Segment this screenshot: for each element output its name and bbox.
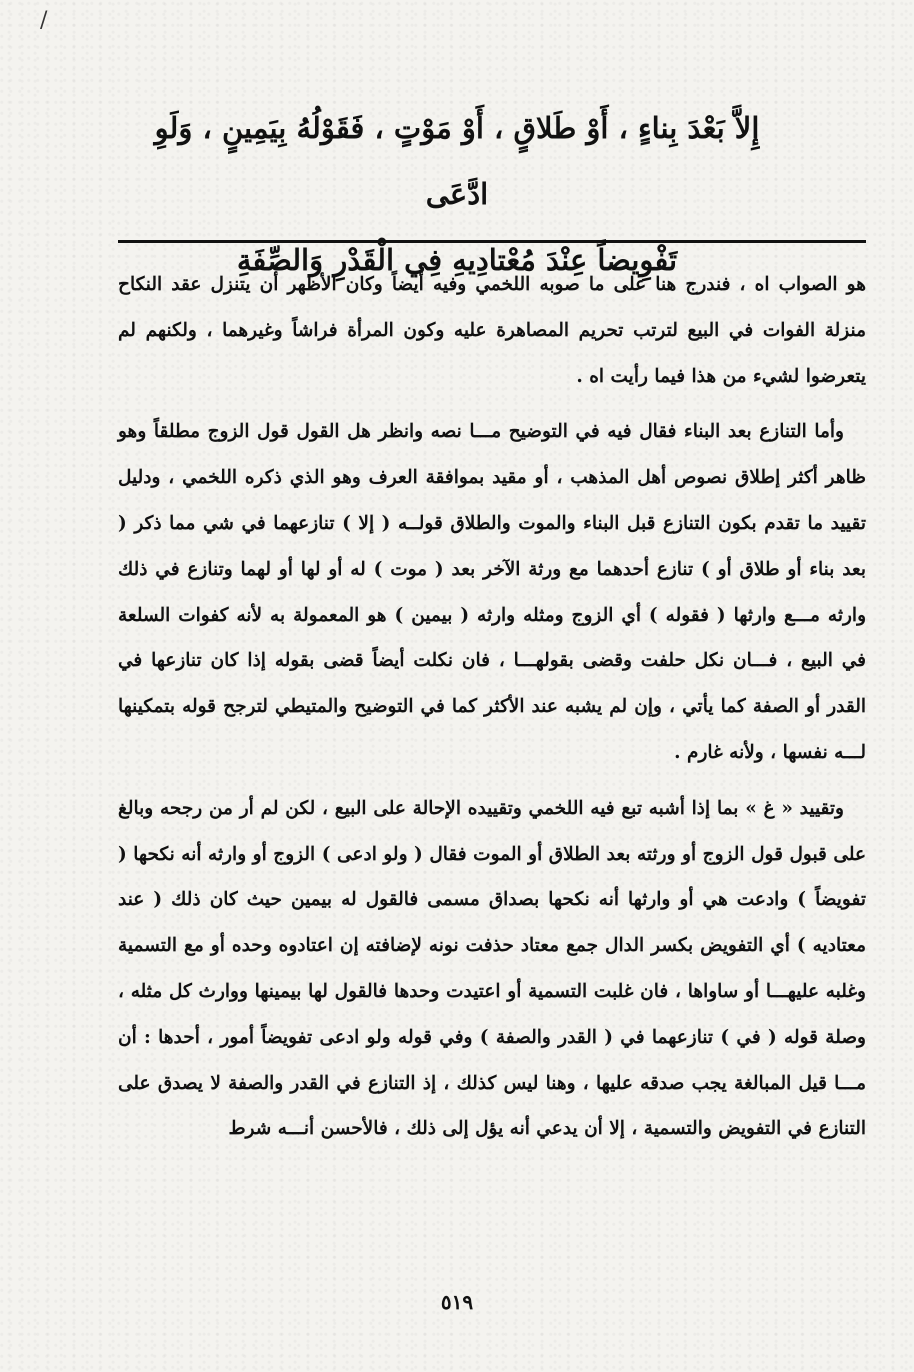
verse-line-2: تَفْوِيضاً عِنْدَ مُعْتادِيهِ فِي الْقَدْرِ وَالصِّفَةِ bbox=[236, 243, 678, 277]
margin-mark: / bbox=[40, 8, 48, 33]
paragraph-1: هو الصواب اه ، فندرج هنا على ما صوبه اللخمي وفيه أيضاً وكان الأظهر أن يتنزل عقد النكاح منزلة الفوات في البيع لترتب تحريم المصاهرة عليه وكون المرأة فراشاً وغيرهما ، ولكنهم لم يتعرضوا لشيء من هذا فيما رأيت اه . bbox=[118, 274, 866, 387]
paragraph-2: وأما التنازع بعد البناء فقال فيه في التوضيح مـــا نصه وانظر هل القول قول الزوج مطلقاً وهو ظاهر أكثر إطلاق نصوص أهل المذهب ، أو مقيد بموافقة العرف وهو الذي ذكره اللخمي ، ودليل تقييد ما تقدم بكون التنازع قبل البناء والموت والطلاق قولــه ( إلا ) تنازعهما في شي مما ذكر ( بعد بناء أو طلاق أو ) تنازع أحدهما مع ورثة الآخر بعد ( موت ) له أو لها أو لهما وتنازع في ذلك وارثه مـــع وارثها ( فقوله ) أي الزوج ومثله وارثه ( بيمين ) هو المعمولة به لأنه كفوات السلعة في البيع ، فـــان نكل حلفت وقضى بقولهـــا ، فان نكلت أيضاً قضى بقوله إذا كان تنازعها في القدر أو الصفة كما يأتي ، وإن لم يشبه عند الأكثر كما في التوضيح والمتيطي لترجح قوله بتمكينها لـــه نفسها ، ولأنه غارم . bbox=[118, 421, 866, 763]
paragraph-3: وتقييد « غ » بما إذا أشبه تبع فيه اللخمي وتقييده الإحالة على البيع ، لكن لم أر من رجحه وبالغ على قبول قول الزوج أو ورثته بعد الطلاق أو الموت فقال ( ولو ادعى ) الزوج أو وارثه أنه نكحها ( تفويضاً ) وادعت هي أو وارثها أنه نكحها بصداق مسمى فالقول له بيمين حيث كان ذلك ( عند معتاديه ) أي التفويض بكسر الدال جمع معتاد حذفت نونه لإضافته إن اعتادوه وحده أو مع التسمية وغلبه عليهـــا أو ساواها ، فان غلبت التسمية أو اعتيدت وحدها فالقول لها بيمينها ووارث كل مثله ، وصلة قوله ( في ) تنازعهما في ( القدر والصفة ) وفي قوله ولو ادعى تفويضاً أمور ، أحدها : أن مـــا قيل المبالغة يجب صدقه عليها ، وهنا ليس كذلك ، إذ التنازع في القدر والصفة لا يصدق على التنازع في التفويض والتسمية ، إلا أن يدعي أنه يؤل إلى ذلك ، فالأحسن أنـــه شرط bbox=[118, 797, 866, 1140]
verse-line-1: إِلاَّ بَعْدَ بِناءٍ ، أَوْ طَلاقٍ ، أَوْ مَوْتٍ ، فَقَوْلُهُ بِيَمِينٍ ، وَلَوِ ادَّعَى bbox=[154, 111, 760, 211]
header-divider bbox=[118, 240, 866, 243]
page-number: ٥١٩ bbox=[440, 1290, 474, 1314]
commentary-text bbox=[118, 262, 866, 1152]
